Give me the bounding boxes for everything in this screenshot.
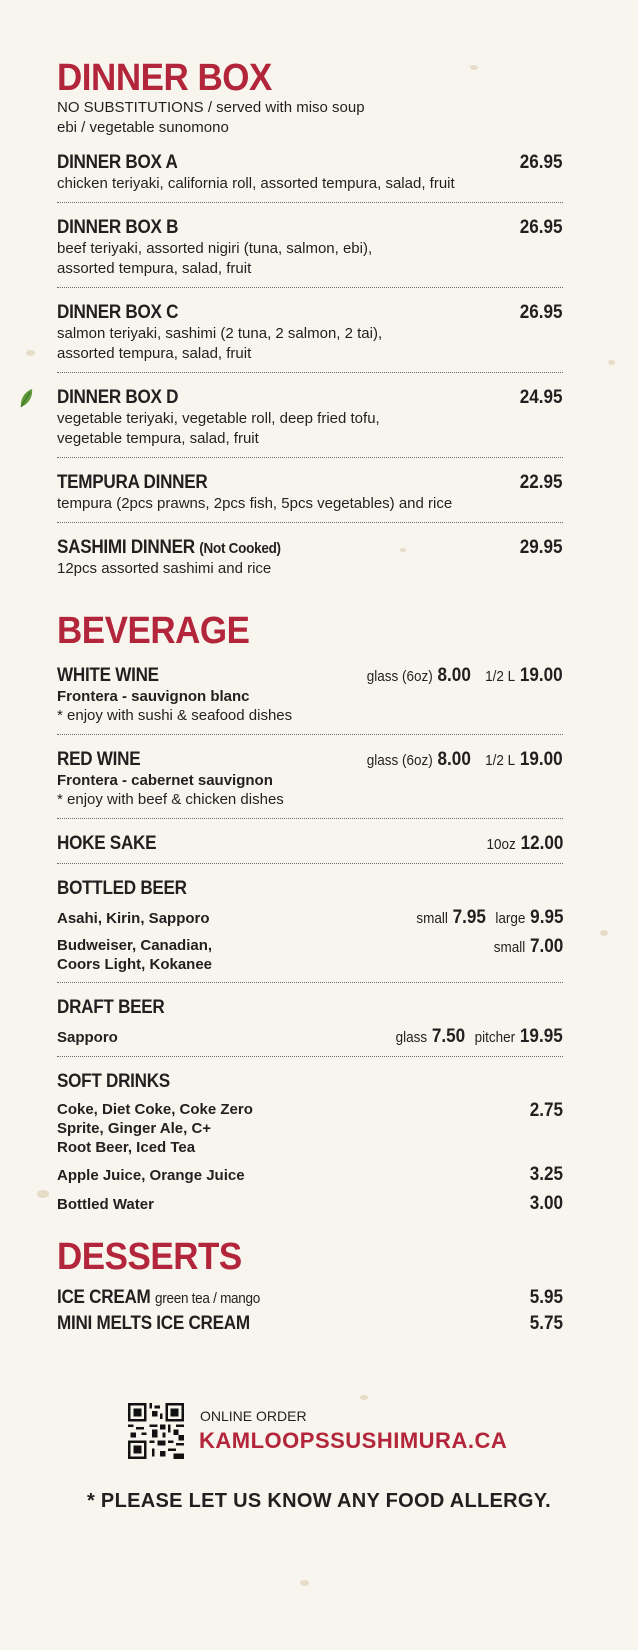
item-price: 2.75 bbox=[529, 1100, 563, 1121]
item-name: DINNER BOX B bbox=[57, 217, 179, 238]
menu-item bbox=[57, 373, 563, 458]
item-name: MINI MELTS ICE CREAM bbox=[57, 1313, 250, 1334]
item-price: glass (6oz) 8.00 1/2 L 19.00 bbox=[367, 665, 563, 686]
item-price: glass (6oz) 8.00 1/2 L 19.00 bbox=[367, 749, 563, 770]
item-name: ICE CREAM green tea / mango bbox=[57, 1287, 261, 1308]
item-desc: tempura (2pcs prawns, 2pcs fish, 5pcs vegetables) and rice bbox=[57, 495, 453, 512]
menu-page bbox=[57, 58, 563, 1335]
section-subtitle: ebi / vegetable sunomono bbox=[57, 119, 229, 136]
item-price: glass 7.50 pitcher 19.95 bbox=[395, 1026, 563, 1047]
item-name: DINNER BOX C bbox=[57, 302, 179, 323]
item-name: TEMPURA DINNER bbox=[57, 472, 208, 493]
item-name: DINNER BOX A bbox=[57, 152, 178, 173]
item-price: 26.95 bbox=[520, 217, 563, 238]
menu-item bbox=[57, 458, 563, 523]
item-price: 5.75 bbox=[529, 1313, 563, 1334]
website-link[interactable]: KAMLOOPSSUSHIMURA.CA bbox=[199, 1428, 508, 1453]
section-title: BEVERAGE bbox=[57, 610, 250, 652]
qr-code-icon[interactable] bbox=[128, 1403, 184, 1459]
item-label: Coke, Diet Coke, Coke Zero Sprite, Ginger Ale, C+ Root Beer, Iced Tea bbox=[57, 1101, 253, 1156]
menu-item bbox=[57, 1057, 563, 1223]
menu-item bbox=[57, 983, 563, 1057]
item-desc: vegetable teriyaki, vegetable roll, deep fried tofu, bbox=[57, 410, 380, 427]
menu-item bbox=[57, 1313, 563, 1335]
item-desc: salmon teriyaki, sashimi (2 tuna, 2 salmon, 2 tai), bbox=[57, 325, 383, 342]
item-name: WHITE WINE bbox=[57, 665, 159, 686]
item-note: * enjoy with beef & chicken dishes bbox=[57, 791, 284, 808]
item-label: Asahi, Kirin, Sapporo bbox=[57, 910, 210, 927]
item-note: (Not Cooked) bbox=[199, 540, 281, 557]
leaf-icon bbox=[18, 388, 34, 408]
item-price: 26.95 bbox=[520, 152, 563, 173]
item-label: Apple Juice, Orange Juice bbox=[57, 1167, 245, 1184]
item-price: small 7.00 bbox=[493, 936, 563, 957]
menu-item bbox=[57, 523, 563, 587]
item-desc: 12pcs assorted sashimi and rice bbox=[57, 560, 272, 577]
section-subtitle: NO SUBSTITUTIONS / served with miso soup bbox=[57, 99, 365, 116]
item-name: HOKE SAKE bbox=[57, 833, 157, 854]
item-brand: Frontera - sauvignon blanc bbox=[57, 688, 250, 705]
item-label: Sapporo bbox=[57, 1029, 118, 1046]
item-price: 29.95 bbox=[520, 537, 563, 558]
item-name: SOFT DRINKS bbox=[57, 1071, 170, 1092]
online-order-label: ONLINE ORDER bbox=[200, 1408, 307, 1424]
item-name: SASHIMI DINNER (Not Cooked) bbox=[57, 537, 281, 558]
item-price: 22.95 bbox=[520, 472, 563, 493]
item-price: 10oz 12.00 bbox=[486, 833, 563, 854]
item-name: RED WINE bbox=[57, 749, 141, 770]
menu-item bbox=[57, 864, 563, 983]
item-price: 24.95 bbox=[520, 387, 563, 408]
menu-item bbox=[57, 735, 563, 819]
item-label: Bottled Water bbox=[57, 1196, 154, 1213]
menu-item bbox=[57, 288, 563, 373]
item-name: BOTTLED BEER bbox=[57, 878, 187, 899]
item-flavors: green tea / mango bbox=[155, 1290, 261, 1307]
section-title: DINNER BOX bbox=[57, 57, 272, 99]
menu-item bbox=[57, 203, 563, 288]
item-desc: vegetable tempura, salad, fruit bbox=[57, 430, 259, 447]
item-note: * enjoy with sushi & seafood dishes bbox=[57, 707, 293, 724]
item-desc: beef teriyaki, assorted nigiri (tuna, salmon, ebi), bbox=[57, 240, 373, 257]
item-name: DINNER BOX D bbox=[57, 387, 179, 408]
item-desc: chicken teriyaki, california roll, assorted tempura, salad, fruit bbox=[57, 175, 455, 192]
item-price: 3.25 bbox=[529, 1164, 563, 1185]
section-beverage bbox=[57, 611, 563, 1223]
section-desserts bbox=[57, 1237, 563, 1335]
item-name: DRAFT BEER bbox=[57, 997, 165, 1018]
item-price: 3.00 bbox=[529, 1193, 563, 1214]
menu-item bbox=[57, 138, 563, 203]
item-price: 5.95 bbox=[529, 1287, 563, 1308]
item-desc: assorted tempura, salad, fruit bbox=[57, 260, 252, 277]
item-price: 26.95 bbox=[520, 302, 563, 323]
item-price: small 7.95 large 9.95 bbox=[415, 907, 563, 928]
item-label: Budweiser, Canadian, Coors Light, Kokanee bbox=[57, 937, 213, 973]
section-title: DESSERTS bbox=[57, 1236, 242, 1278]
menu-item bbox=[57, 1287, 563, 1309]
item-brand: Frontera - cabernet sauvignon bbox=[57, 772, 273, 789]
menu-item bbox=[57, 819, 563, 864]
section-dinner-box bbox=[57, 58, 563, 587]
menu-item bbox=[57, 651, 563, 735]
item-desc: assorted tempura, salad, fruit bbox=[57, 345, 252, 362]
allergy-notice: * PLEASE LET US KNOW ANY FOOD ALLERGY. bbox=[86, 1490, 552, 1512]
